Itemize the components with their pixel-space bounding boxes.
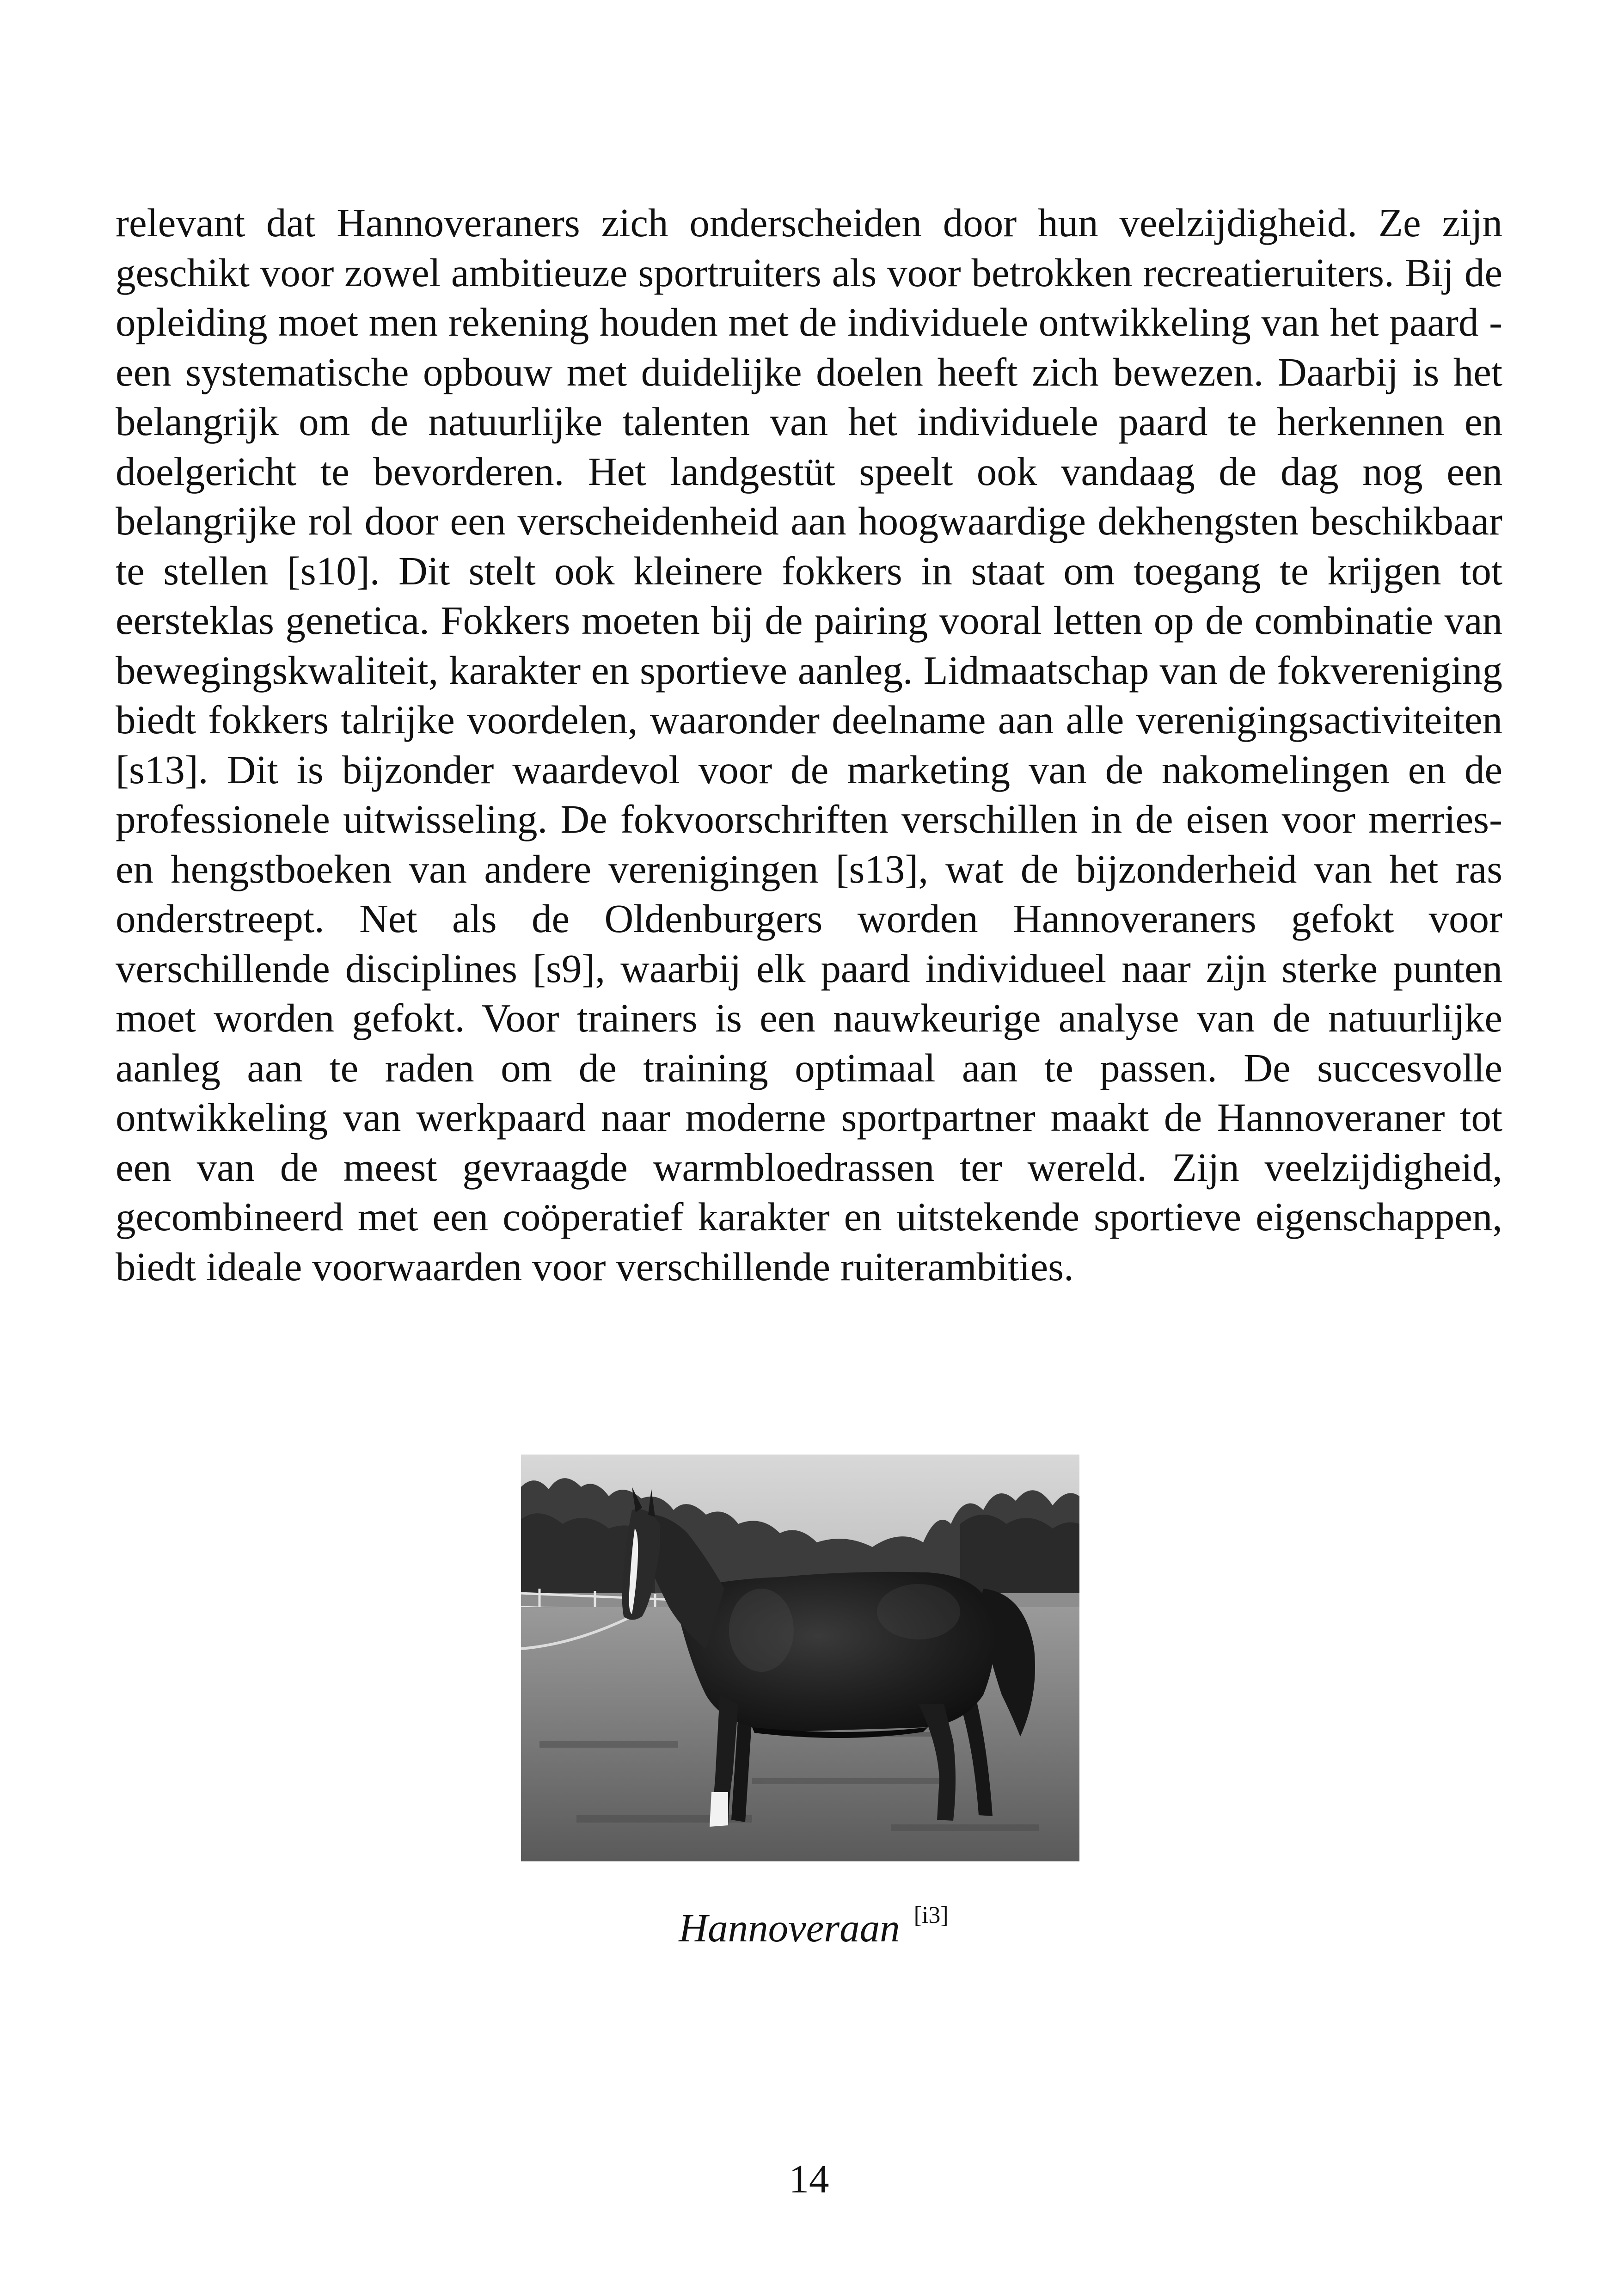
page-number: 14 bbox=[789, 2156, 829, 2201]
caption-text: Hannoveraan bbox=[679, 1905, 900, 1950]
body-paragraph: relevant dat Hannoveraners zich onderscheiden door hun veelzijdigheid. Ze zijn geschikt voor zowel ambitieuze sportruiters als voor betrokken recreatieruiters. Bij de opleiding moet men rekening houden met de individuele ontwikkeling van het paard - een systematische opbouw met duidelijke doelen heeft zich bewezen. Daarbij is het belangrijk om de natuurlijke talenten van het individuele paard te herkennen en doelgericht te bevorderen. Het landgestüt speelt ook vandaag de dag nog een belangrijke rol door een verscheidenheid aan hoogwaardige dekhengsten beschikbaar te stellen [s10]. Dit stelt ook kleinere fokkers in staat om toegang te krijgen tot eersteklas genetica. Fokkers moeten bij de pairing vooral letten op de combinatie van bewegingskwaliteit, karakter en sportieve aanleg. Lidmaatschap van de fokvereniging biedt fokkers talrijke voordelen, waaronder deelname aan alle verenigingsactiviteiten [s13]. Dit is bijzonder waardevol voor de marketing van de nakomelingen en de professionele uitwisseling. De fokvoorschriften verschillen in de eisen voor merries- en hengstboeken van andere verenigingen [s13], wat de bijzonderheid van het ras onderstreept. Net als de Oldenburgers worden Hannoveraners gefokt voor verschillende disciplines [s9], waarbij elk paard individueel naar zijn sterke punten moet worden gefokt. Voor trainers is een nauwkeurige analyse van de natuurlijke aanleg aan te raden om de training optimaal aan te passen. De succesvolle ontwikkeling van werkpaard naar moderne sportpartner maakt de Hannoveraner tot een van de meest gevraagde warmbloedrassen ter wereld. Zijn veelzijdigheid, gecombineerd met een coöperatief karakter en uitstekende sportieve eigenschappen, biedt ideale voorwaarden voor verschillende ruiterambities. bbox=[116, 200, 1502, 1289]
caption-reference: [i3] bbox=[913, 1902, 949, 1928]
horse-photo bbox=[521, 1455, 1079, 1861]
figure-caption bbox=[0, 1900, 1618, 1962]
